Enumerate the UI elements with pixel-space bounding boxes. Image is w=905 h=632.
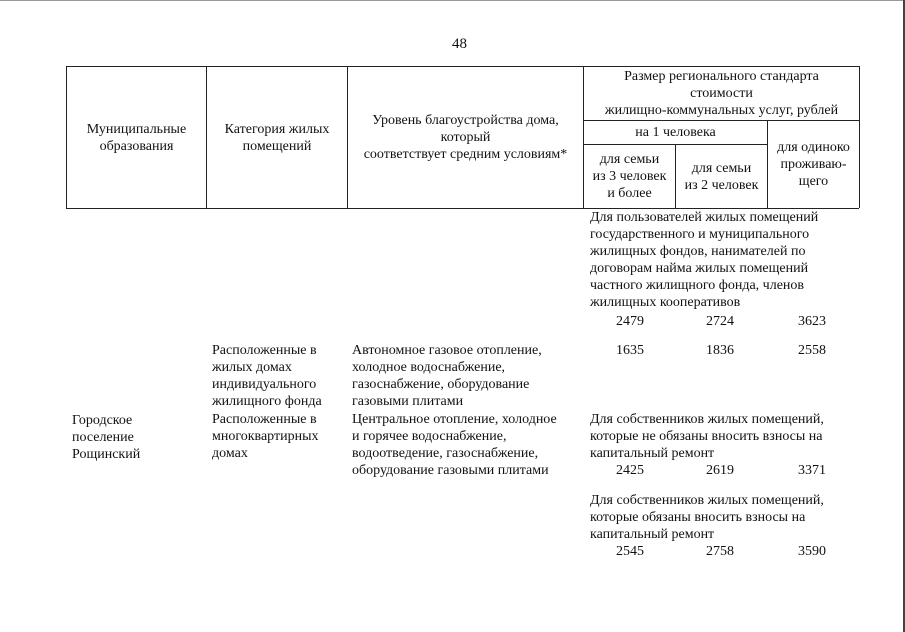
value-cell: 2758 [706,544,734,559]
page-number: 48 [452,36,467,52]
value-cell: 1836 [706,343,734,358]
header-single: для одиноко проживаю- щего [777,140,850,189]
value-cell: 2479 [616,314,644,329]
header-level: Уровень благоустройства дома, который соответствует средним условиям* [363,113,568,162]
value-cell: 2425 [616,463,644,478]
header-family-3: для семьи из 3 человек и более [592,152,667,201]
group-owners-not-obliged-text: Для собственников жилых помещений, которые не обязаны вносить взносы на капитальный ремонт [590,412,824,461]
scan-edge-top [0,0,905,1]
header-municipal: Муниципальные образования [86,121,187,154]
group-users-text: Для пользователей жилых помещений государственного и муниципального жилищных фондов, нанимателей по договорам найма жилых помещений частного жилищного фонда, членов жилищных кооперативов [590,210,819,310]
category-individual: Расположенные в жилых домах индивидуального жилищного фонда [212,343,322,409]
level-central-heating: Центральное отопление, холодное и горячее водоснабжение, водоотведение, газоснабжение, оборудование газовыми плитами [352,412,557,478]
value-cell: 3623 [798,314,826,329]
header-family-2: для семьи из 2 человек [684,160,759,193]
value-cell: 2558 [798,343,826,358]
header-standard: Размер регионального стандарта стоимости жилищно-коммунальных услуг, рублей [604,69,839,118]
category-apartment: Расположенные в многоквартирных домах [212,412,319,461]
level-autonomous-gas: Автономное газовое отопление, холодное водоснабжение, газоснабжение, оборудование газовыми плитами [352,343,542,409]
value-cell: 1635 [616,343,644,358]
group-owners-obliged-text: Для собственников жилых помещений, которые обязаны вносить взносы на капитальный ремонт [590,493,824,542]
value-cell: 3371 [798,463,826,478]
value-cell: 3590 [798,544,826,559]
header-category: Категория жилых помещений [224,121,330,154]
value-cell: 2619 [706,463,734,478]
value-cell: 2545 [616,544,644,559]
value-cell: 2724 [706,314,734,329]
header-per-person: на 1 человека [635,125,716,140]
municipality-name: Городское поселение Рощинский [72,413,141,462]
table-border-right [859,66,860,208]
